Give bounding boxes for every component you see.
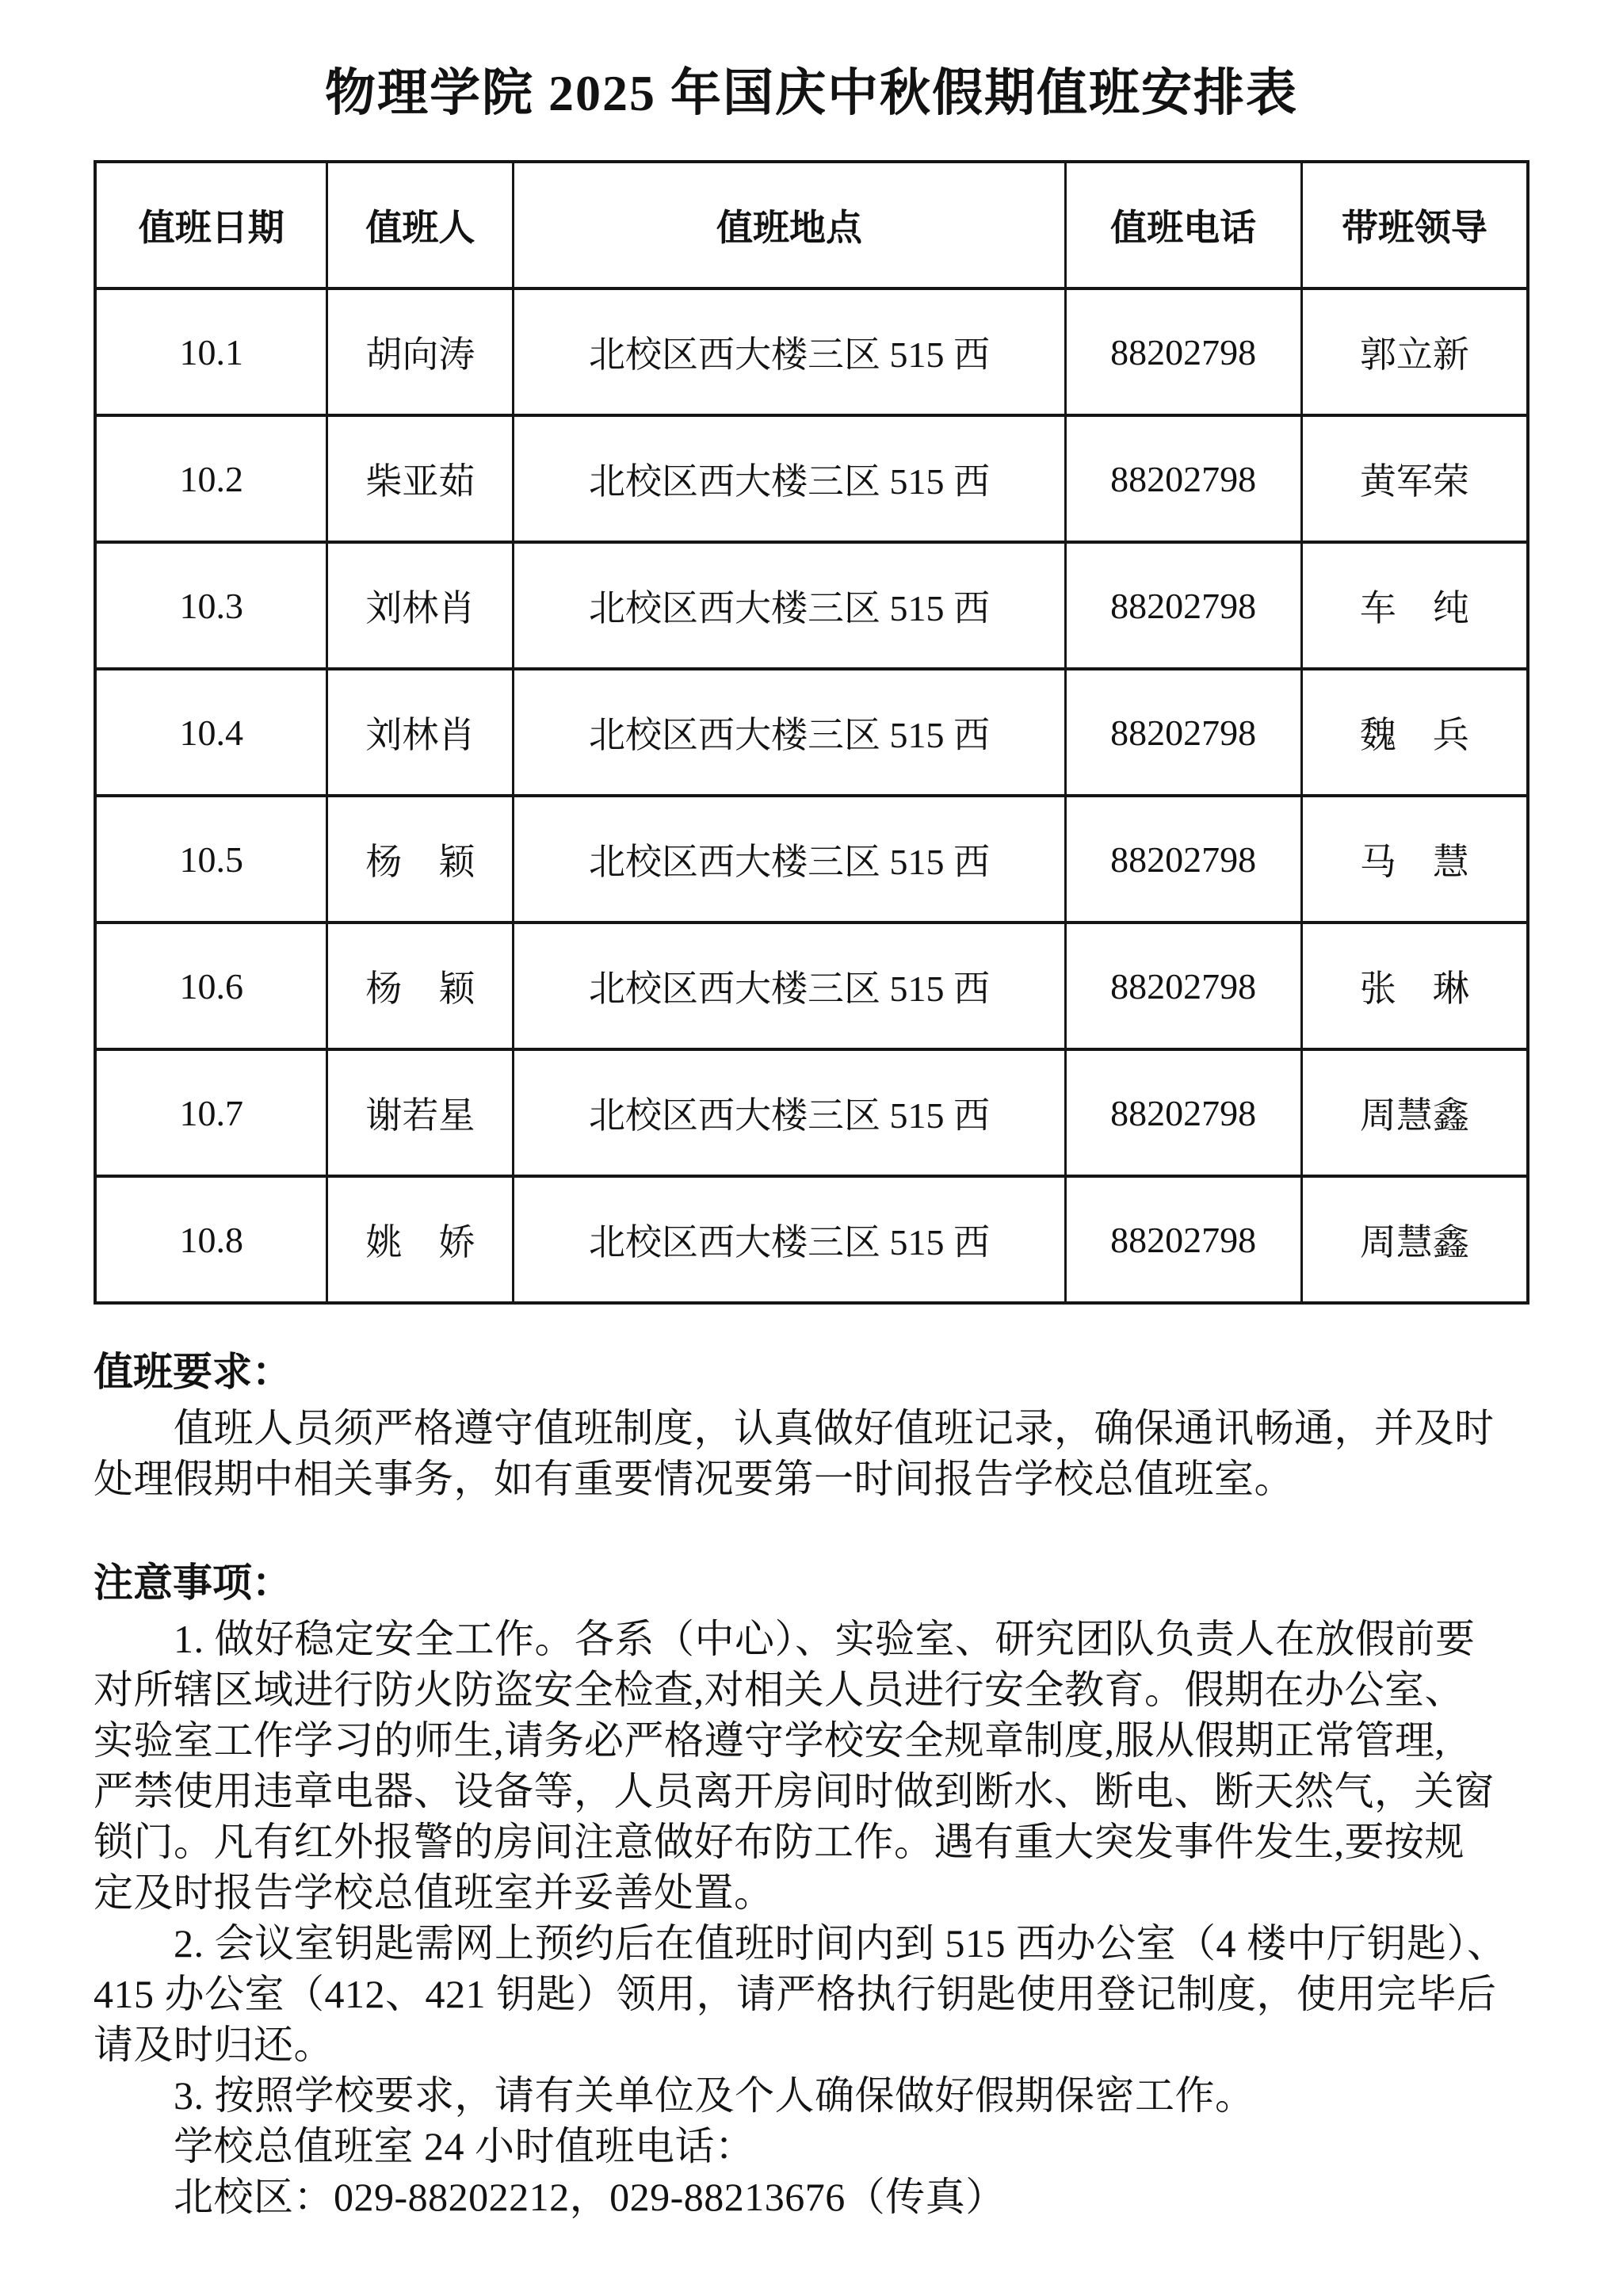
- requirements-line: 值班人员须严格遵守值班制度，认真做好值班记录，确保通讯畅通，并及时: [94, 1406, 1495, 1450]
- table-row: [95, 669, 1528, 796]
- col-header-duty-date: 值班日期: [95, 162, 327, 288]
- table-row: [95, 1176, 1528, 1303]
- cell-duty-person: 杨 颖: [327, 923, 514, 1049]
- col-header-duty-leader: 带班领导: [1301, 162, 1528, 288]
- cell-duty-leader: 黄军荣: [1301, 415, 1528, 542]
- cell-duty-leader: 马 慧: [1301, 796, 1528, 923]
- cell-duty-place: 北校区西大楼三区 515 西: [514, 669, 1065, 796]
- cell-duty-person: 刘林肖: [327, 542, 514, 669]
- col-header-duty-phone: 值班电话: [1065, 162, 1301, 288]
- cell-duty-person: 柴亚茹: [327, 415, 514, 542]
- notes-line: 锁门。凡有红外报警的房间注意做好布防工作。遇有重大突发事件发生,要按规: [94, 1820, 1465, 1864]
- cell-duty-date: 10.7: [95, 1049, 327, 1176]
- table-row: [95, 542, 1528, 669]
- table-row: [95, 1049, 1528, 1176]
- cell-duty-place: 北校区西大楼三区 515 西: [514, 415, 1065, 542]
- cell-duty-person: 胡向涛: [327, 288, 514, 415]
- cell-duty-date: 10.8: [95, 1176, 327, 1303]
- cell-duty-person: 姚 娇: [327, 1176, 514, 1303]
- requirements-line: 处理假期中相关事务，如有重要情况要第一时间报告学校总值班室。: [94, 1457, 1294, 1501]
- cell-duty-leader: 周慧鑫: [1301, 1049, 1528, 1176]
- notes-line: 1. 做好稳定安全工作。各系（中心）、实验室、研究团队负责人在放假前要: [94, 1617, 1476, 1661]
- cell-duty-leader: 张 琳: [1301, 923, 1528, 1049]
- notes-line: 2. 会议室钥匙需网上预约后在值班时间内到 515 西办公室（4 楼中厅钥匙）、: [94, 1921, 1507, 1966]
- table-row: [95, 288, 1528, 415]
- duty-schedule-table: [94, 160, 1529, 1305]
- table-row: [95, 415, 1528, 542]
- cell-duty-place: 北校区西大楼三区 515 西: [514, 542, 1065, 669]
- col-header-duty-person: 值班人: [327, 162, 514, 288]
- cell-duty-phone: 88202798: [1065, 415, 1301, 542]
- notes-section: [94, 1557, 1529, 2222]
- cell-duty-date: 10.4: [95, 669, 327, 796]
- cell-duty-place: 北校区西大楼三区 515 西: [514, 1176, 1065, 1303]
- cell-duty-place: 北校区西大楼三区 515 西: [514, 288, 1065, 415]
- cell-duty-person: 刘林肖: [327, 669, 514, 796]
- cell-duty-place: 北校区西大楼三区 515 西: [514, 796, 1065, 923]
- cell-duty-person: 谢若星: [327, 1049, 514, 1176]
- notes-hotline-label: 学校总值班室 24 小时值班电话：: [94, 2124, 755, 2168]
- notes-hotline-numbers: 北校区：029-88202212，029-88213676（传真）: [94, 2175, 1006, 2219]
- notes-line: 415 办公室（412、421 钥匙）领用，请严格执行钥匙使用登记制度，使用完毕后: [94, 1972, 1497, 2016]
- table-header-row: [95, 162, 1528, 288]
- notes-line: 对所辖区域进行防火防盗安全检查,对相关人员进行安全教育。假期在办公室、: [94, 1668, 1465, 1712]
- cell-duty-phone: 88202798: [1065, 923, 1301, 1049]
- cell-duty-place: 北校区西大楼三区 515 西: [514, 1049, 1065, 1176]
- requirements-heading: 值班要求：: [94, 1350, 292, 1394]
- cell-duty-phone: 88202798: [1065, 1049, 1301, 1176]
- cell-duty-phone: 88202798: [1065, 288, 1301, 415]
- notes-line: 实验室工作学习的师生,请务必严格遵守学校安全规章制度,服从假期正常管理,: [94, 1718, 1445, 1763]
- cell-duty-person: 杨 颖: [327, 796, 514, 923]
- cell-duty-leader: 车 纯: [1301, 542, 1528, 669]
- cell-duty-date: 10.6: [95, 923, 327, 1049]
- table-row: [95, 923, 1528, 1049]
- table-row: [95, 796, 1528, 923]
- cell-duty-phone: 88202798: [1065, 1176, 1301, 1303]
- notes-line: 请及时归还。: [94, 2023, 334, 2067]
- requirements-section: [94, 1346, 1529, 1504]
- cell-duty-leader: 魏 兵: [1301, 669, 1528, 796]
- notes-line: 定及时报告学校总值班室并妥善处置。: [94, 1870, 774, 1915]
- cell-duty-date: 10.5: [95, 796, 327, 923]
- cell-duty-leader: 郭立新: [1301, 288, 1528, 415]
- cell-duty-date: 10.1: [95, 288, 327, 415]
- cell-duty-place: 北校区西大楼三区 515 西: [514, 923, 1065, 1049]
- cell-duty-phone: 88202798: [1065, 542, 1301, 669]
- page-title: 物理学院 2025 年国庆中秋假期值班安排表: [325, 65, 1298, 121]
- cell-duty-phone: 88202798: [1065, 796, 1301, 923]
- notes-line: 严禁使用违章电器、设备等，人员离开房间时做到断水、断电、断天然气，关窗: [94, 1769, 1495, 1813]
- notes-heading: 注意事项：: [94, 1561, 292, 1605]
- cell-duty-date: 10.3: [95, 542, 327, 669]
- cell-duty-leader: 周慧鑫: [1301, 1176, 1528, 1303]
- notes-line: 3. 按照学校要求，请有关单位及个人确保做好假期保密工作。: [94, 2073, 1255, 2118]
- cell-duty-date: 10.2: [95, 415, 327, 542]
- cell-duty-phone: 88202798: [1065, 669, 1301, 796]
- col-header-duty-place: 值班地点: [514, 162, 1065, 288]
